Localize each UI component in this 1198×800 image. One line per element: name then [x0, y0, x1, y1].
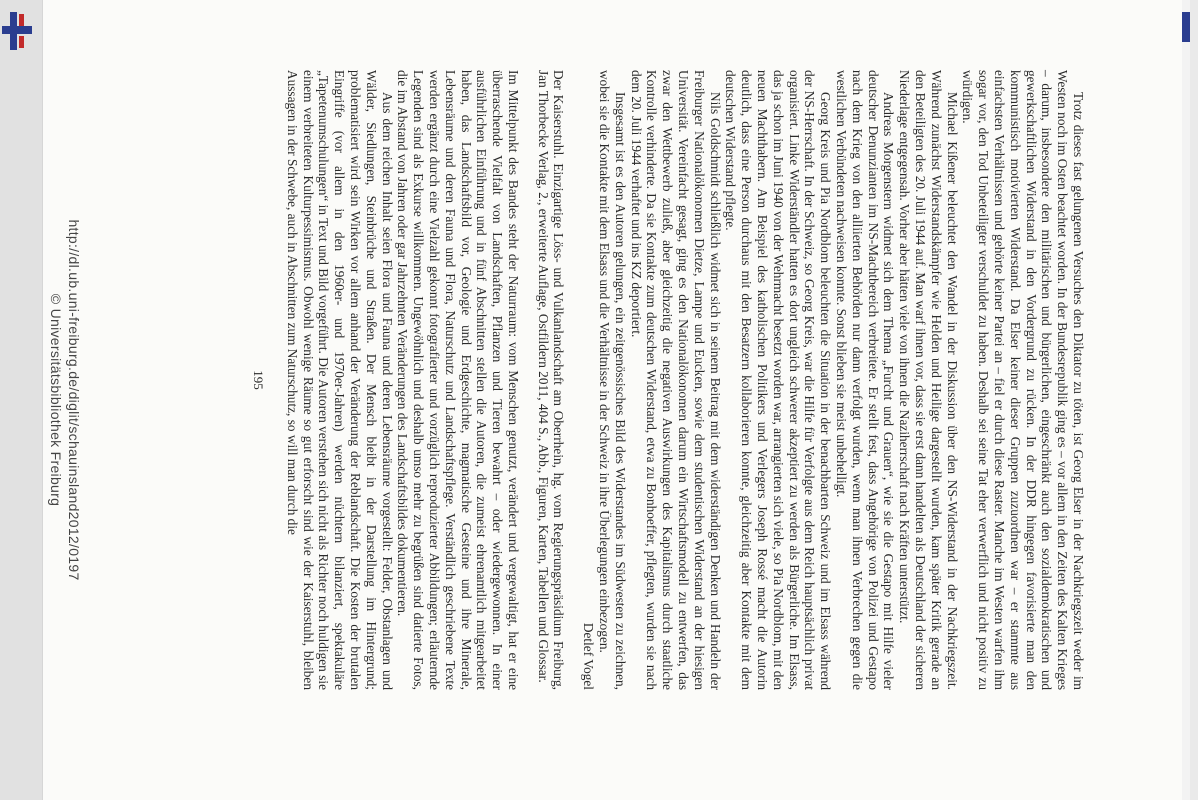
review-1-body [596, 70, 1086, 690]
paragraph: Im Mittelpunkt des Bandes steht der Naturraum: vom Menschen genutzt, verändert und vergewaltigt, hat er eine überraschende Vielfalt von Landschaften, Pflanzen und Tieren bewahrt – oder wiedergewonnen. In einer ausführlichen Einführung und in fünf Abschnitten stellen die Autoren, die zumeist ehrenamtlich mitgearbeitet haben, das Landschaftsbild vor, Geologie und Erdgeschichte, magmatische Gesteine und ihre Minerale, Lebensräume und deren Fauna und Flora, Naturschutz und Landschaftspflege. Verständlich geschriebene Texte werden ergänzt durch eine Vielzahl gekonnt fotografierter und vorzüglich reproduzierter Abbildungen; erläuternde Legenden sind als Exkurse willkommen. Ungewöhnlich und deshalb umso mehr zu begrüßen sind datierte Fotos, die im Abstand von Jahren oder gar Jahrzehnten Veränderungen des Landschaftsbildes dokumentieren. [395, 70, 521, 690]
review-2-body [284, 70, 521, 690]
watermark-copyright: © Universitätsbibliothek Freiburg [48, 293, 64, 507]
scanned-page [42, 0, 1190, 800]
review-2-citation: Der Kaiserstuhl. Einzigartige Löss- und Vulkanlandschaft am Oberrhein, hg. vom Regierungspräsidium Freiburg, Jan Thorbecke Verlag, 2., erweiterte Auflage, Ostfildern 2011, 404 S., Abb., Figuren, Karten, Tabellen und Glossar. [535, 70, 567, 690]
viewer-left-margin [0, 0, 43, 800]
paragraph: Nils Goldschmidt schließlich widmet sich in seinem Beitrag mit dem widerständigen Denken und Handeln der Freiburger Nationalökonomen Dietze, Lampe und Eucken, sowie dem studentischen Widerstand an der hiesigen Universität. Vereinfacht gesagt, ging es den Nationalökonomen darum ein Wirtschaftsmodell zu entwerfen, das zwar den Wettbewerb zuließ, aber gleichzeitig die negativen Auswirkungen des Kapitalismus durch staatliche Kontrolle verhinderte. Da sie Kontakte zum deutschen Widerstand, etwa zu Bonhoeffer, pflegten, wurden sie nach dem 20. Juli 1944 verhaftet und ins KZ deportiert. [628, 70, 723, 690]
page-text-block [250, 70, 1086, 690]
paragraph: Georg Kreis und Pia Nordblom beleuchten die Situation in der benachbarten Schweiz und im Elsass während der NS-Herrschaft. In der Schweiz, so Georg Kreis, war die Hilfe für Verfolgte aus dem Reich hauptsächlich privat organisiert. Linke Widerständler hatten es dort ungleich schwerer akzeptiert zu werden als Bürgerliche. Im Elsass, das ja schon im Juni 1940 von der Wehrmacht besetzt worden war, arrangierten sich viele, so Pia Nordblom, mit den neuen Machthabern. Am Beispiel des katholischen Politikers und Verlegers Joseph Rossé macht die Autorin deutlich, dass eine Person durchaus mit den Besatzern kollaborieren konnte, gleichzeitig aber Kontakte mit dem deutschen Widerstand pflegte. [723, 70, 834, 690]
paragraph: Insgesamt ist es den Autoren gelungen, ein zeitgenössisches Bild des Widerstandes im Südwesten zu zeichnen, wobei sie die Kontakte mit dem Elsass und die Verhältnisse in der Schweiz in ihre Überlegungen einbezogen. [597, 70, 628, 690]
paragraph: Trotz dieses fast gelungenen Versuches den Diktator zu töten, ist Georg Elser in der Nachkriegszeit weder im Westen noch im Osten beachtet worden. In der Bundesrepublik ging es – vor allem in den Zeiten des Kalten Krieges – darum, insbesondere den militärischen und bürgerlichen, eingeschränkt auch den sozialdemokratischen und gewerkschaftlichen Widerstand in den Vordergrund zu rücken. In der DDR hingegen favorisierte man den kommunistisch motivierten Widerstand. Da Elser keiner dieser Gruppen zuzuordnen war – er stammte aus einfachsten Verhältnissen und gehörte keiner Partei an – fiel er durch diese Raster. Manche im Westen warfen ihm sogar vor, den Tod Unbeteiligter verschuldet zu haben. Deshalb sei seine Tat eher verwerflich und nicht positiv zu würdigen. [960, 70, 1086, 690]
rotated-page-content [42, 0, 1190, 800]
library-logo-icon [2, 12, 32, 50]
library-logo-right-icon [1182, 12, 1190, 42]
page-number: 195 [250, 370, 266, 390]
viewer-right-margin [1182, 0, 1190, 800]
paragraph: Michael Kißener beleuchtet den Wandel in der Diskussion über den NS-Widerstand in der Nachkriegszeit. Während zunächst Widerstandskämpfer wie Helden und Heilige dargestellt wurden, kam später Kritik gerade an den Beteiligten des 20. Juli 1944 auf. Man warf ihnen vor, dass sie erst dann handelten als Deutschland der sicheren Niederlage entgegensah. Vorher aber hätten viele von ihnen die Naziherrschaft nach Kräften unterstützt. [897, 70, 960, 690]
paragraph: Andreas Morgenstern widmet sich dem Thema „Furcht und Grauen“, wie sie die Gestapo mit Hilfe vieler deutscher Denunzianten im NS-Machtbereich verbreitete. Er stellt fest, dass Angehörige von Polizei und Gestapo nach dem Krieg von den alliierten Behörden nur dann verfolgt wurden, wenn man ihnen Verbrechen gegen die westlichen Verbündeten nachweisen konnte. Sonst blieben sie meist unbehelligt. [834, 70, 897, 690]
watermark-url[interactable]: http://dl.ub.uni-freiburg.de/diglit/schauinsland2012/0197 [66, 219, 82, 581]
review-1-signature: Detlef Vogel [581, 622, 597, 690]
paragraph: Aus dem reichen Inhalt seien Flora und Fauna und deren Lebensräume vorgestellt: Felder, Obstanlagen und Wälder, Siedlungen, Steinbrüche und Straßen. Der Mensch bleibt in der Darstellung im Hintergrund; problematisiert wird sein Wirken vor allem anhand der Veränderung der Reblandschaft. Die Kosten der brutalen Eingriffe (vor allem in den 1960er- und 1970er-Jahren) werden nüchtern bilanziert, spektakuläre „Tapetenumschulungen“ in Text und Bild vorgeführt. Die Autoren verstehen sich nicht als Richter noch huldigen sie einem verbreiteten Kulturpessimismus. Obwohl wenige Räume so gut erforscht sind wie der Kaiserstuhl, bleiben Aussagen in der Schwebe, auch in Abschnitten zum Naturschutz, so will man durch die [284, 70, 395, 690]
